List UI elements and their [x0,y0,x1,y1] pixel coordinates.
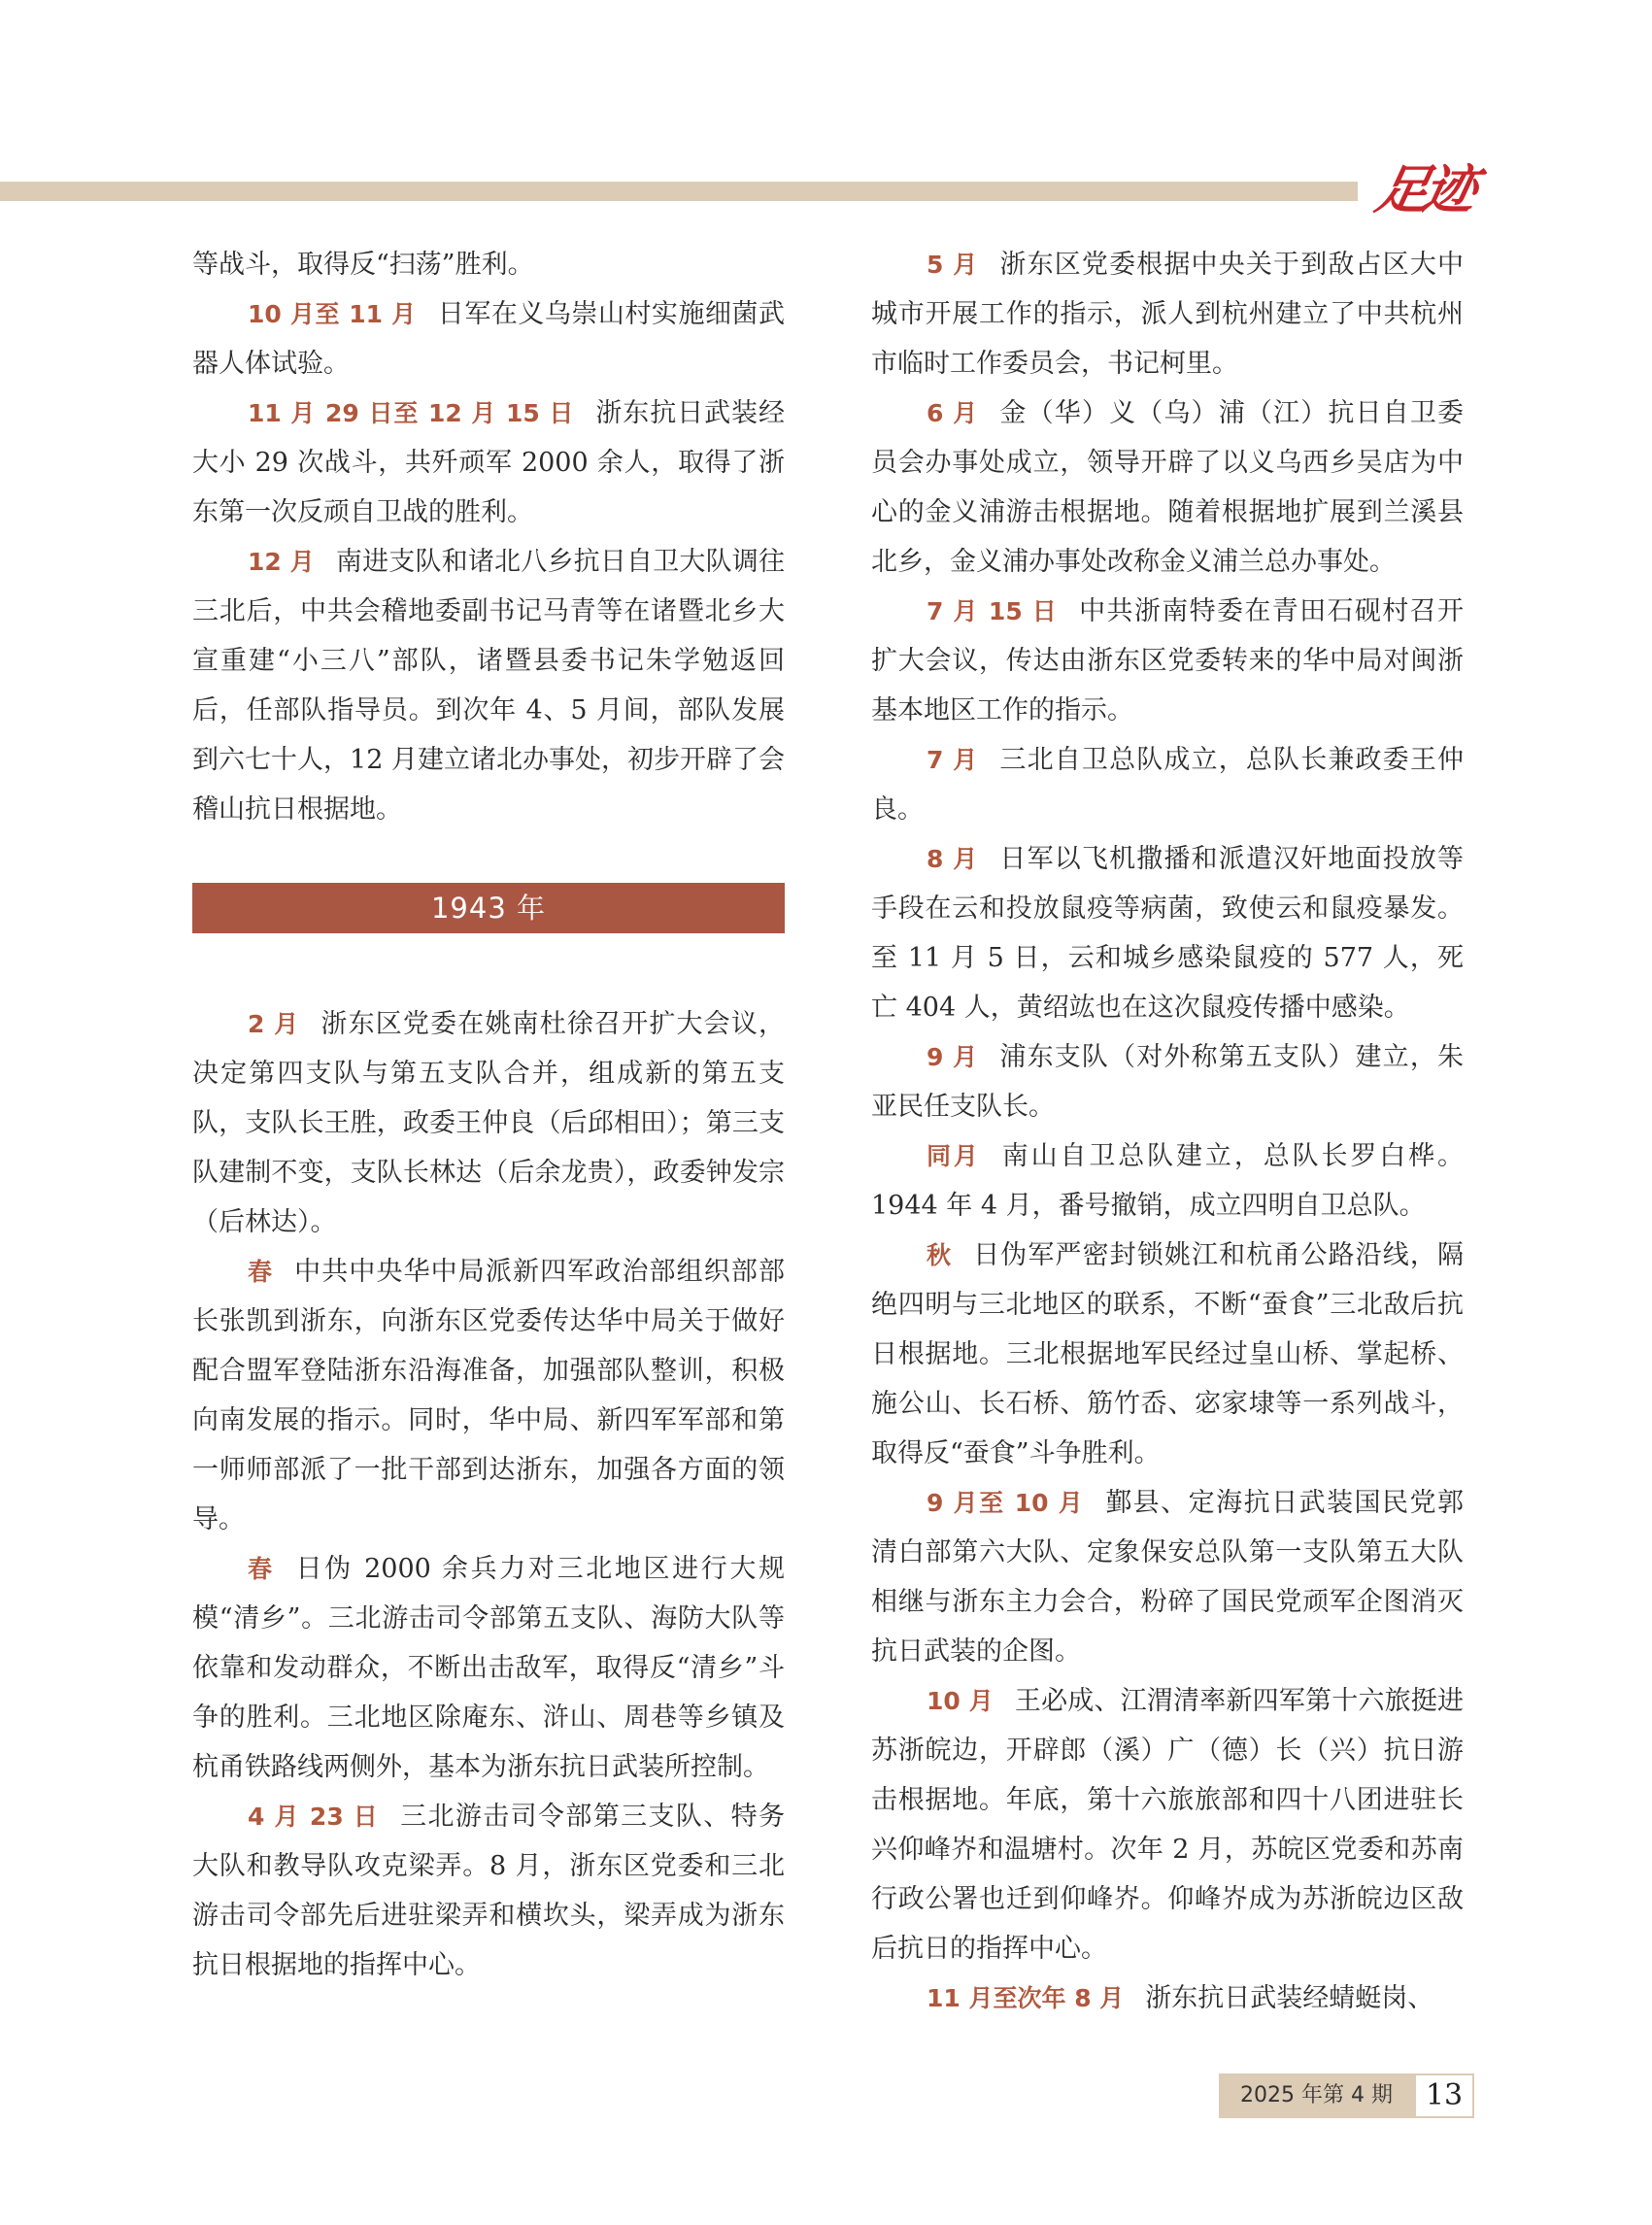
chronology-entry [192,289,785,388]
entry-date: 6 月 [927,399,979,427]
magazine-logo: 足迹 [1370,158,1477,220]
entry-continuation: 等战斗，取得反“扫荡”胜利。 [192,250,534,280]
entry-text: 日军在义乌崇山村实施细菌武器人体试验。 [192,299,785,379]
entry-date: 5 月 [927,251,979,279]
chronology-entry [192,1247,785,1544]
entry-text: 日军以飞机撒播和派遣汉奸地面投放等手段在云和投放鼠疫等病菌，致使云和鼠疫暴发。至 11 月 5 日，云和城乡感染鼠疫的 577 人，死亡 404 人，黄绍竑也在这次鼠疫传播中感染。 [871,844,1464,1023]
chronology-entry [192,1792,785,1990]
entry-text: 浙东区党委在姚南杜徐召开扩大会议，决定第四支队与第五支队合并，组成新的第五支队，支队长王胜，政委王仲良（后邱相田）；第三支队建制不变，支队长林达（后余龙贵），政委钟发宗（后林达）。 [192,1009,785,1237]
entry-date: 12 月 [248,548,315,576]
chronology-entry [871,388,1464,587]
right-column [871,240,1464,2023]
entry-text: 浙东抗日武装经蜻蜓岗、 [1145,1983,1434,2013]
entry-date: 春 [248,1258,274,1286]
entry-date: 10 月 [927,1687,994,1715]
entry-date: 同月 [927,1142,981,1170]
entry-date: 春 [248,1555,275,1583]
chronology-entry [192,537,785,834]
header-band [0,182,1358,201]
chronology-entry [192,999,785,1247]
entry-date: 9 月至 10 月 [927,1489,1085,1517]
entry-text: 金（华）义（乌）浦（江）抗日自卫委员会办事处成立，领导开辟了以义乌西乡吴店为中心的金义浦游击根据地。随着根据地扩展到兰溪县北乡，金义浦办事处改称金义浦兰总办事处。 [871,398,1464,577]
entry-date: 10 月至 11 月 [248,300,417,328]
entry-text: 日伪 2000 余兵力对三北地区进行大规模“清乡”。三北游击司令部第五支队、海防大队等依靠和发动群众，不断出击敌军，取得反“清乡”斗争的胜利。三北地区除庵东、浒山、周巷等乡镇及杭甬铁路线两侧外，基本为浙东抗日武装所控制。 [192,1554,785,1782]
entry-text: 中共中央华中局派新四军政治部组织部部长张凯到浙东，向浙东区党委传达华中局关于做好配合盟军登陆浙东沿海准备，加强部队整训，积极向南发展的指示。同时，华中局、新四军军部和第一师师部派了一批干部到达浙东，加强各方面的领导。 [192,1257,785,1534]
chronology-entry [871,1032,1464,1131]
entry-date: 11 月 29 日至 12 月 15 日 [248,399,575,427]
entry-text: 浦东支队（对外称第五支队）建立，朱亚民任支队长。 [871,1042,1464,1122]
chronology-entry [871,1230,1464,1478]
chronology-entry [871,1676,1464,1973]
left-column [192,240,785,1990]
entry-text: 日伪军严密封锁姚江和杭甬公路沿线，隔绝四明与三北地区的联系，不断“蚕食”三北敌后抗日根据地。三北根据地军民经过皇山桥、掌起桥、施公山、长石桥、筋竹岙、宓家埭等一系列战斗，取得反“蚕食”斗争胜利。 [871,1240,1464,1468]
entry-date: 2 月 [248,1010,300,1038]
entry-text: 浙东抗日武装经大小 29 次战斗，共歼顽军 2000 余人，取得了浙东第一次反顽自卫战的胜利。 [192,398,785,527]
chronology-entry [871,240,1464,388]
entry-date: 9 月 [927,1043,979,1071]
chronology-entry [871,587,1464,735]
entry-text: 南进支队和诸北八乡抗日自卫大队调往三北后，中共会稽地委副书记马青等在诸暨北乡大宣重建“小三八”部队，诸暨县委书记朱学勉返回后，任部队指导员。到次年 4、5 月间，部队发展到六七十人，12 月建立诸北办事处，初步开辟了会稽山抗日根据地。 [192,547,786,825]
entry-date: 8 月 [927,845,979,873]
page-number: 13 [1414,2073,1474,2118]
entry-text: 三北游击司令部第三支队、特务大队和教导队攻克梁弄。8 月，浙东区党委和三北游击司令部先后进驻梁弄和横坎头，梁弄成为浙东抗日根据地的指挥中心。 [192,1802,786,1980]
chronology-entry [192,388,785,537]
chronology-entry [871,1478,1464,1676]
entry-date: 秋 [927,1241,953,1269]
entry-text: 三北自卫总队成立，总队长兼政委王仲良。 [871,745,1464,825]
entry-date: 7 月 15 日 [927,597,1059,625]
entry-date: 11 月至次年 8 月 [927,1984,1125,2012]
entry-text: 南山自卫总队建立，总队长罗白桦。1944 年 4 月，番号撤销，成立四明自卫总队。 [871,1141,1464,1221]
entry-date: 4 月 23 日 [248,1803,380,1831]
entry-text: 中共浙南特委在青田石砚村召开扩大会议，传达由浙东区党委转来的华中局对闽浙基本地区工作的指示。 [871,596,1465,725]
issue-label: 2025 年第 4 期 [1219,2073,1414,2118]
chronology-entry [871,1973,1464,2023]
entry-text: 鄞县、定海抗日武装国民党郭清白部第六大队、定象保安总队第一支队第五大队相继与浙东主力会合，粉碎了国民党顽军企图消灭抗日武装的企图。 [871,1488,1465,1667]
chronology-entry [871,735,1464,834]
chronology-entry [871,834,1464,1032]
entry-date: 7 月 [927,746,979,774]
page-footer [1219,2073,1474,2118]
entry-text: 王必成、江渭清率新四军第十六旅挺进苏浙皖边，开辟郎（溪）广（德）长（兴）抗日游击根据地。年底，第十六旅旅部和四十八团进驻长兴仰峰岕和温塘村。次年 2 月，苏皖区党委和苏南行政公署也迁到仰峰岕。仰峰岕成为苏浙皖边区敌后抗日的指挥中心。 [871,1686,1465,1964]
year-heading: 1943 年 [192,883,785,933]
chronology-entry [192,1544,785,1792]
entry-text: 浙东区党委根据中央关于到敌占区大中城市开展工作的指示，派人到杭州建立了中共杭州市临时工作委员会，书记柯里。 [871,250,1464,379]
chronology-entry [871,1131,1464,1230]
